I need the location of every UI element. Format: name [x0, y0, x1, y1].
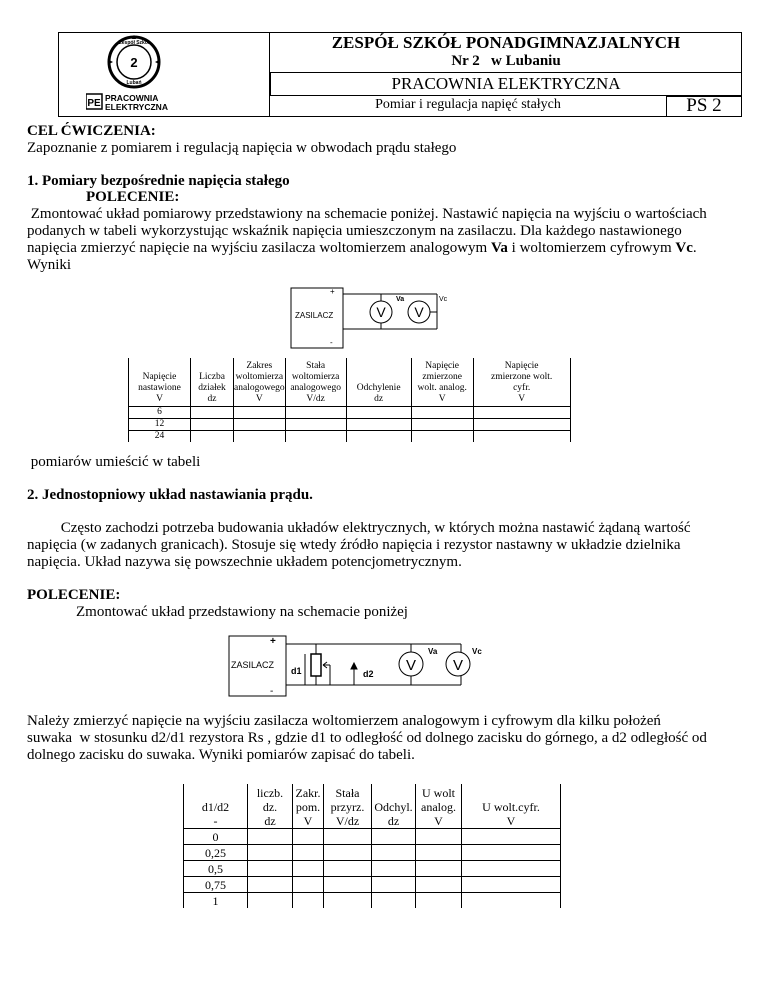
table-cell: U wolt analog. — [416, 784, 462, 814]
psu-label: ZASILACZ — [231, 660, 275, 670]
section1-va-ref: Va — [490, 240, 508, 256]
table-cell — [324, 829, 372, 845]
table-cell — [411, 419, 473, 431]
table-cell — [462, 861, 561, 877]
table-row — [184, 877, 561, 893]
goal-heading: CEL ĆWICZENIA: — [27, 123, 156, 139]
table-cell — [462, 893, 561, 909]
vc-label: Vc — [439, 296, 448, 303]
table-cell: dz — [248, 814, 293, 829]
table-cell — [411, 431, 473, 443]
table-cell: 0,75 — [184, 877, 248, 893]
table-cell — [293, 893, 324, 909]
table-cell: 0,5 — [184, 861, 248, 877]
table-header-row — [184, 784, 561, 814]
vc-label: Vc — [472, 647, 482, 656]
table-row — [184, 829, 561, 845]
table-row — [184, 845, 561, 861]
table-cell: V — [462, 814, 561, 829]
section1-task-heading: POLECENIE: — [86, 189, 180, 205]
table-cell — [416, 829, 462, 845]
measurement-table-2 — [183, 784, 561, 908]
section2-para-line1: Często zachodzi potrzeba budowania układów elektrycznych, w których można nastawić żądaną wartość — [27, 520, 691, 536]
table-cell — [372, 877, 416, 893]
potentiometer-wiper — [323, 662, 330, 668]
school-logo — [86, 34, 240, 115]
psu-plus: + — [330, 287, 335, 296]
table-cell — [372, 845, 416, 861]
table-cell: Odchyl. — [372, 784, 416, 814]
table-cell — [346, 419, 411, 431]
table-cell — [411, 407, 473, 419]
table-cell: Liczba działek — [191, 358, 234, 394]
table-cell — [191, 407, 234, 419]
exercise-code: PS 2 — [686, 95, 722, 116]
section1-line2: podanych w tabeli wykorzystując wskaźnik napięcia umieszczonym na zasilaczu. Dla każdego nastawionego — [27, 223, 682, 239]
table-cell — [191, 419, 234, 431]
document-header — [58, 32, 742, 117]
table-cell — [293, 877, 324, 893]
table-cell: V — [416, 814, 462, 829]
table-cell: Odchylenie — [346, 358, 411, 394]
va-label: Va — [428, 647, 438, 656]
section1-heading: 1. Pomiary bezpośrednie napięcia stałego — [27, 173, 290, 189]
section1-line4: Wyniki — [27, 257, 72, 273]
section2-para-line2: napięcia (w zadanych granicach). Stosuje się wtedy źródło napięcia i rezystor nastawny w układzie dzielnika — [27, 537, 681, 553]
table-cell — [416, 893, 462, 909]
table-cell: Napięcie zmierzone wolt. analog. — [411, 358, 473, 394]
table-cell: V — [473, 394, 570, 407]
table-cell: Napięcie zmierzone wolt. cyfr. — [473, 358, 570, 394]
table-cell: Stała woltomierza analogowego — [285, 358, 346, 394]
table-cell — [234, 431, 286, 443]
vc-meter-symbol: V — [414, 304, 424, 320]
va-meter-symbol: V — [405, 657, 417, 674]
table-cell: Napięcie nastawione — [129, 358, 191, 394]
table-cell — [248, 829, 293, 845]
table-cell — [462, 845, 561, 861]
table-row — [184, 893, 561, 909]
table-cell: 0 — [184, 829, 248, 845]
table-cell: V — [129, 394, 191, 407]
table-cell — [285, 407, 346, 419]
table-cell — [346, 407, 411, 419]
table-cell — [462, 877, 561, 893]
d1-label: d1 — [291, 666, 302, 676]
exercise-topic: Pomiar i regulacja napięć stałych — [375, 97, 561, 112]
table-cell: d1/d2 — [184, 784, 248, 814]
table-cell — [372, 861, 416, 877]
section2-task-heading: POLECENIE: — [27, 587, 121, 603]
section1-line3-mid: i woltomierzem cyfrowym — [507, 240, 676, 256]
table-cell: V — [234, 394, 286, 407]
table-cell — [473, 419, 570, 431]
va-label: Va — [396, 296, 405, 303]
table-cell — [473, 431, 570, 443]
table-cell: 0,25 — [184, 845, 248, 861]
table-cell — [346, 431, 411, 443]
table-row — [129, 407, 571, 419]
table-cell — [324, 861, 372, 877]
section1-line1: Zmontować układ pomiarowy przedstawiony na schemacie poniżej. Nastawić napięcia na wyjściu o wartościach — [27, 206, 707, 222]
table-cell — [324, 845, 372, 861]
table-cell: V — [411, 394, 473, 407]
table-cell — [234, 419, 286, 431]
table-cell — [248, 877, 293, 893]
section1-line3 — [27, 239, 697, 257]
table-cell — [462, 829, 561, 845]
table-cell — [372, 829, 416, 845]
table-cell: dz — [191, 394, 234, 407]
table-cell — [248, 861, 293, 877]
section2-para-line3: napięcia. Układ nazywa się powszechnie układem potencjometrycznym. — [27, 554, 462, 570]
section2-instruction-line2: suwaka w stosunku d2/d1 rezystora Rs , gdzie d1 to odległość od dolnego zacisku do górnego, a d2 odległość od — [27, 730, 707, 746]
d2-dimension-arrow — [351, 663, 357, 685]
d2-label: d2 — [363, 669, 374, 679]
goal-text: Zapoznanie z pomiarem i regulacją napięcia w obwodach prądu stałego — [27, 140, 457, 156]
section1-line3-text: napięcia zmierzyć napięcie na wyjściu zasilacza woltomierzem analogowym — [27, 240, 491, 256]
table-cell: 6 — [129, 407, 191, 419]
psu-minus: - — [330, 338, 333, 347]
table-cell: - — [184, 814, 248, 829]
table-cell — [285, 419, 346, 431]
table-cell — [248, 893, 293, 909]
table-cell — [416, 877, 462, 893]
table-row — [184, 861, 561, 877]
measurement-table-1 — [128, 358, 571, 442]
table-cell: V/dz — [285, 394, 346, 407]
table-cell — [191, 431, 234, 443]
table-cell — [248, 845, 293, 861]
logo-number: 2 — [130, 55, 138, 70]
potentiometer-circuit-diagram — [226, 632, 496, 702]
va-meter-symbol: V — [376, 304, 386, 320]
section2-instruction-line1: Należy zmierzyć napięcie na wyjściu zasilacza woltomierzem analogowym i cyfrowym dla kilku położeń — [27, 713, 661, 729]
school-location: Nr 2 w Lubaniu — [451, 53, 561, 69]
table-cell — [234, 407, 286, 419]
section1-line3-end: . — [692, 240, 697, 256]
table-cell: V — [293, 814, 324, 829]
table-unit-row — [184, 814, 561, 829]
section2-task-text: Zmontować układ przedstawiony na schemacie poniżej — [76, 604, 408, 620]
logo-badge-pe: PE — [87, 98, 101, 109]
psu-label: ZASILACZ — [295, 311, 334, 320]
table-cell: Zakr. pom. — [293, 784, 324, 814]
table-cell: dz — [372, 814, 416, 829]
table-cell: U wolt.cyfr. — [462, 784, 561, 814]
table-cell — [416, 861, 462, 877]
potentiometer-resistor — [311, 654, 321, 676]
table-cell: V/dz — [324, 814, 372, 829]
table-cell — [473, 407, 570, 419]
psu-minus: - — [270, 686, 274, 697]
section2-heading: 2. Jednostopniowy układ nastawiania prądu. — [27, 487, 313, 503]
section2-instruction-line3: dolnego zacisku do suwaka. Wyniki pomiarów zapisać do tabeli. — [27, 747, 415, 763]
table-header-row — [129, 358, 571, 394]
table-cell — [293, 829, 324, 845]
logo-ring-text: Zespół Szkół — [118, 40, 150, 46]
section1-vc-ref: Vc — [675, 240, 693, 256]
table-cell — [416, 845, 462, 861]
logo-badge-line2: ELEKTRYCZNA — [105, 102, 168, 112]
table-cell — [372, 893, 416, 909]
table-cell: Stała przyrz. — [324, 784, 372, 814]
logo-bottom-text: Lubań — [126, 80, 142, 86]
school-name: ZESPÓŁ SZKÓŁ PONADGIMNAZJALNYCH — [331, 33, 681, 52]
psu-plus: + — [270, 636, 276, 647]
table-cell — [293, 861, 324, 877]
table-cell — [293, 845, 324, 861]
table-cell: Zakres woltomierza analogowego — [234, 358, 286, 394]
vc-meter-symbol: V — [452, 657, 464, 674]
table-cell — [324, 893, 372, 909]
table-cell — [285, 431, 346, 443]
measurement-circuit-diagram — [288, 285, 468, 355]
table-row — [129, 419, 571, 431]
table-unit-row — [129, 394, 571, 407]
table-row — [129, 431, 571, 443]
table-cell: 1 — [184, 893, 248, 909]
table-cell: 12 — [129, 419, 191, 431]
section1-after-table: pomiarów umieścić w tabeli — [27, 454, 201, 470]
table-cell: liczb. dz. — [248, 784, 293, 814]
table-cell — [324, 877, 372, 893]
table-cell: 24 — [129, 431, 191, 443]
logo-badge-line1: PRACOWNIA — [105, 93, 159, 103]
table-cell: dz — [346, 394, 411, 407]
lab-name: PRACOWNIA ELEKTRYCZNA — [391, 74, 621, 93]
